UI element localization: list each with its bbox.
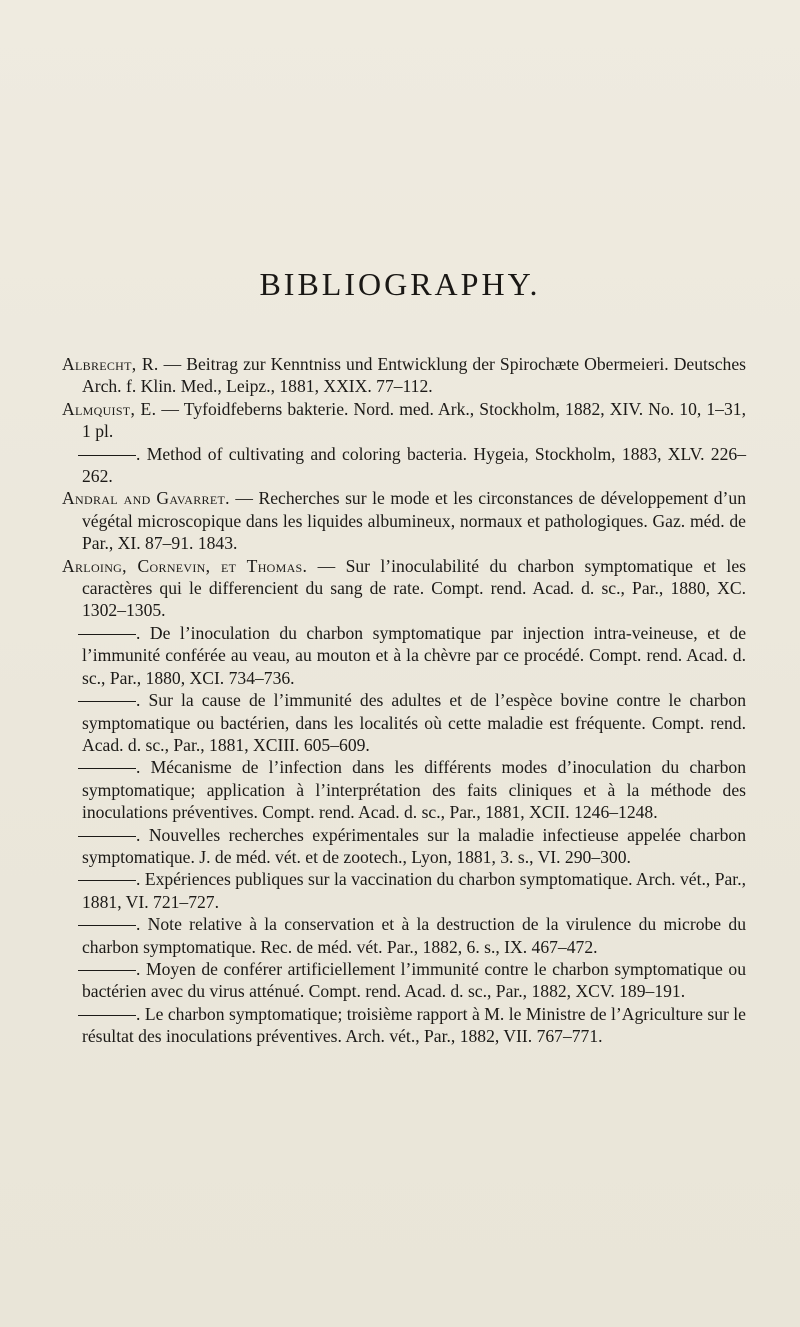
entry-author: Almquist, E.: [62, 398, 157, 419]
bibliography-entry: [62, 555, 746, 622]
ditto-rule: [78, 914, 136, 926]
entry-text: . Method of cultivating and coloring bacteria. Hygeia, Stockholm, 1883, XLV. 226–262.: [82, 443, 746, 487]
entry-author: Andral and Gavarret.: [62, 488, 230, 509]
bibliography-entry: [62, 913, 746, 958]
bibliography-entry: [62, 398, 746, 443]
entry-author: Arloing, Cornevin, et Thomas.: [62, 555, 308, 576]
ditto-rule: [78, 825, 136, 837]
entry-text: . De l’inoculation du charbon symptomatique par injection intra-veineuse, et de l’immunité conférée au veau, au mouton et à la chèvre par ce procédé. Compt. rend. Acad. d. sc., Par., 1880, XCI. 734–736.: [82, 622, 746, 688]
bibliography-entry: [62, 689, 746, 756]
bibliography-entry: [62, 1003, 746, 1048]
bibliography-entry: [62, 756, 746, 823]
bibliography-entry: [62, 958, 746, 1003]
entry-text: . Note relative à la conservation et à la destruction de la virulence du microbe du charbon symptomatique. Rec. de méd. vét. Par., 1882, 6. s., IX. 467–472.: [82, 914, 746, 957]
entry-text: — Recherches sur le mode et les circonstances de développement d’un végétal microscopique dans les liquides albumineux, normaux et pathologiques. Gaz. méd. de Par., XI. 87–91. 1843.: [82, 488, 746, 554]
ditto-rule: [78, 690, 136, 702]
ditto-rule: [78, 1004, 136, 1016]
entry-author: Albrecht, R.: [62, 354, 159, 374]
bibliography-entry: [62, 487, 746, 554]
entry-text: . Nouvelles recherches expérimentales sur la maladie infectieuse appelée charbon symptomatique. J. de méd. vét. et de zootech., Lyon, 1881, 3. s., VI. 290–300.: [82, 824, 746, 867]
entry-text: — Beitrag zur Kenntniss und Entwicklung der Spirochæte Obermeieri. Deutsches Arch. f. Klin. Med., Leipz., 1881, XXIX. 77–112.: [82, 354, 746, 397]
entry-text: . Sur la cause de l’immunité des adultes et de l’espèce bovine contre le charbon symptomatique ou bactérien, dans les localités où cette maladie est fréquente. Compt. rend. Acad. d. sc., Par., 1881, XCIII. 605–609.: [82, 690, 746, 755]
entry-text: . Le charbon symptomatique; troisième rapport à M. le Ministre de l’Agriculture sur le résultat des inoculations préventives. Arch. vét., Par., 1882, VII. 767–771.: [82, 1003, 746, 1047]
bibliography-entry: [62, 353, 746, 398]
entry-text: . Moyen de conférer artificiellement l’immunité contre le charbon symptomatique ou bactérien avec du virus atténué. Compt. rend. Acad. d. sc., Par., 1882, XCV. 189–191.: [82, 958, 746, 1002]
ditto-rule: [78, 623, 136, 635]
bibliography-list: [62, 353, 746, 1048]
ditto-rule: [78, 757, 136, 769]
bibliography-entry: [62, 622, 746, 689]
bibliography-entry: [62, 868, 746, 913]
entry-text: — Sur l’inoculabilité du charbon symptomatique et les caractères qui le differencient du sang de rate. Compt. rend. Acad. d. sc., Par., 1880, XC. 1302–1305.: [82, 555, 746, 621]
page-title: BIBLIOGRAPHY.: [259, 266, 541, 302]
ditto-rule: [78, 444, 136, 456]
entry-text: . Mécanisme de l’infection dans les différents modes d’inoculation du charbon symptomatique; application à l’interprétation des faits cliniques et à la méthode des inoculations préventives. Compt. rend. Acad. d. sc., Par., 1881, XCII. 1246–1248.: [82, 757, 746, 823]
bibliography-entry: [62, 443, 746, 488]
entry-text: . Expériences publiques sur la vaccination du charbon symptomatique. Arch. vét., Par., 1881, VI. 721–727.: [82, 869, 746, 912]
ditto-rule: [78, 869, 136, 881]
bibliography-entry: [62, 824, 746, 869]
ditto-rule: [78, 959, 136, 971]
entry-text: — Tyfoidfeberns bakterie. Nord. med. Ark., Stockholm, 1882, XIV. No. 10, 1–31, 1 pl.: [82, 398, 746, 442]
